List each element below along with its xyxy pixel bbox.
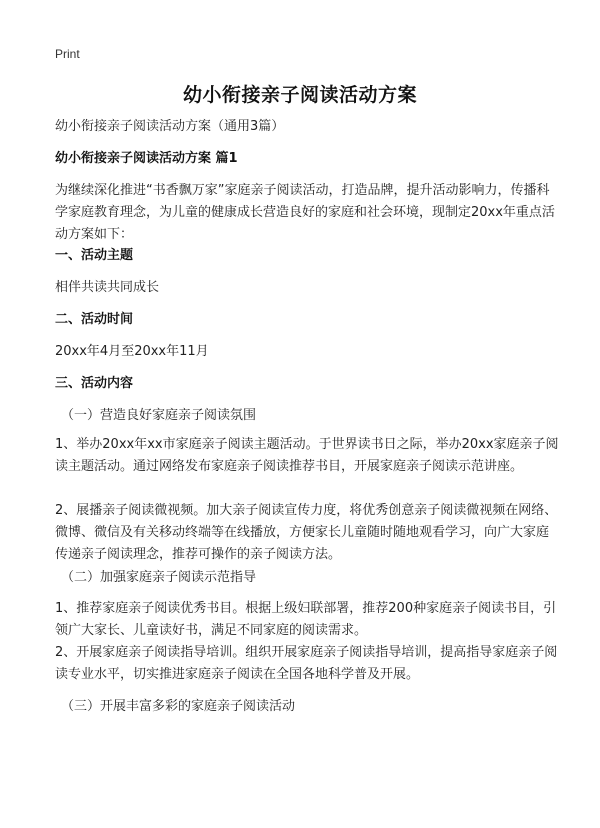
section3-heading: 三、活动内容 (55, 376, 134, 391)
section2-body: 20xx年4月至20xx年11月 (55, 344, 209, 359)
section1-body: 相伴共读共同成长 (55, 280, 160, 295)
subsection1-item1: 1、举办20xx年xx市家庭亲子阅读主题活动。于世界读书日之际，举办20xx家庭亲子阅读主题活动。通过网络发布家庭亲子阅读推荐书目，开展家庭亲子阅读示范讲座。 (55, 437, 559, 474)
print-label[interactable]: Print (55, 47, 80, 61)
subsection2-item2: 2、开展家庭亲子阅读指导培训。组织开展家庭亲子阅读指导培训，提高指导家庭亲子阅读专业水平，切实推进家庭亲子阅读在全国各地科学普及开展。 (55, 645, 558, 682)
subsection3-heading: （三）开展丰富多彩的家庭亲子阅读活动 (61, 699, 296, 714)
document-title: 幼小衔接亲子阅读活动方案 (182, 84, 417, 106)
subsection2-item1: 1、推荐家庭亲子阅读优秀书目。根据上级妇联部署，推荐200种家庭亲子阅读书目，引领广大家长、儿童读好书，满足不同家庭的阅读需求。 (55, 601, 557, 638)
subsection1-item2: 2、展播亲子阅读微视频。加大亲子阅读宣传力度，将优秀创意亲子阅读微视频在网络、微博、微信及有关移动终端等在线播放，方便家长儿童随时随地观看学习，向广大家庭传递亲子阅读理念，推荐可操作的亲子阅读方法。 (55, 503, 558, 562)
document-subtitle: 幼小衔接亲子阅读活动方案（通用3篇） (55, 119, 285, 134)
intro-paragraph: 为继续深化推进“书香飘万家”家庭亲子阅读活动，打造品牌，提升活动影响力，传播科学家庭教育理念，为儿童的健康成长营造良好的家庭和社会环境，现制定20xx年重点活动方案如下： (55, 183, 555, 242)
article-heading: 幼小衔接亲子阅读活动方案 篇1 (55, 151, 238, 166)
subsection2-heading: （二）加强家庭亲子阅读示范指导 (61, 570, 257, 585)
section1-heading: 一、活动主题 (55, 248, 134, 263)
subsection1-heading: （一）营造良好家庭亲子阅读氛围 (61, 408, 257, 423)
section2-heading: 二、活动时间 (55, 312, 134, 327)
